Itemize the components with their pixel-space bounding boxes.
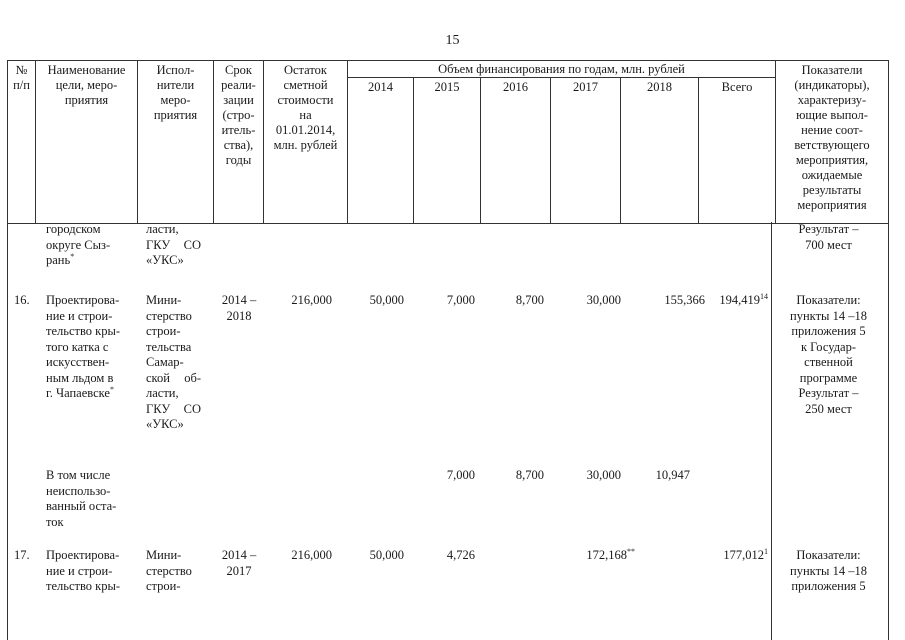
subrow16-2015: 7,000 — [446, 468, 475, 482]
row17-indicators: Показатели: пункты 14 –18 приложения 5 — [790, 548, 867, 593]
header-executors: Испол- нители меро- приятия — [138, 61, 214, 224]
subrow16-2016: 8,700 — [515, 468, 544, 482]
continuation-indicators: Результат – 700 мест — [798, 222, 859, 252]
row16-name: Проектирова- ние и строи- тельство кры- того катка с искусствен- ным льдом в г. Чапаевске* — [46, 293, 121, 400]
row16-2017: 30,000 — [586, 293, 621, 307]
row17-executors: Мини- стерство строи- — [146, 548, 192, 593]
row17-2014: 50,000 — [369, 548, 404, 562]
header-term: Срок реали- зации (стро- итель- ства), годы — [214, 61, 264, 224]
subrow16-name: В том числе неиспользо- ванный оста- ток — [46, 468, 117, 529]
table-border-left — [7, 222, 8, 640]
continuation-executors: ласти, ГКУ СО «УКС» — [146, 222, 201, 267]
header-financing: Объем финансирования по годам, млн. рублей — [348, 61, 776, 78]
row16-2018: 155,366 — [664, 293, 705, 307]
row17-total: 177,012$^1$ — [723, 546, 768, 562]
row17-2015: 4,726 — [446, 548, 475, 562]
row16-total: 194,419$^{14}$ — [719, 291, 768, 307]
header-year-2016: 2016 — [481, 78, 551, 224]
row16-2016: 8,700 — [515, 293, 544, 307]
header-remainder: Остаток сметной стоимости на 01.01.2014, млн. рублей — [264, 61, 348, 224]
header-year-2017: 2017 — [551, 78, 621, 224]
header-year-2018: 2018 — [621, 78, 699, 224]
header-name: Наименование цели, меро- приятия — [36, 61, 138, 224]
header-year-2015: 2015 — [414, 78, 481, 224]
subrow16-2018: 10,947 — [655, 468, 690, 482]
subrow16-2017: 30,000 — [586, 468, 621, 482]
row16-executors: Мини- стерство строи- тельства Самар- ской об- ласти, ГКУ СО «УКС» — [146, 293, 201, 431]
page-number: 15 — [445, 33, 460, 48]
table-border-right — [888, 222, 889, 640]
row16-term: 2014 – 2018 — [221, 293, 257, 323]
row16-indicators: Показатели: пункты 14 –18 приложения 5 к Государ- ственной программе Результат – 250 мест — [790, 293, 867, 416]
row16-remainder: 216,000 — [291, 293, 332, 307]
row17-2017: 172,168** — [586, 546, 635, 562]
row17-remainder: 216,000 — [291, 548, 332, 562]
header-year-2014: 2014 — [348, 78, 414, 224]
table-header — [7, 60, 889, 224]
continuation-name: городском округе Сыз- рань* — [46, 222, 111, 267]
row16-2014: 50,000 — [369, 293, 404, 307]
row16-2015: 7,000 — [446, 293, 475, 307]
row17-term: 2014 – 2017 — [221, 548, 257, 578]
header-year-total: Всего — [699, 78, 776, 224]
row17-name: Проектирова- ние и строи- тельство кры- — [46, 548, 121, 593]
header-indicators: Показатели (индикаторы), характеризу- ющие выпол- нение соот- ветствующего мероприятия, ожидаемые результаты мероприятия — [776, 61, 889, 224]
row16-num: 16. — [14, 293, 30, 307]
row17-num: 17. — [14, 548, 30, 562]
header-num: № п/п — [8, 61, 36, 224]
